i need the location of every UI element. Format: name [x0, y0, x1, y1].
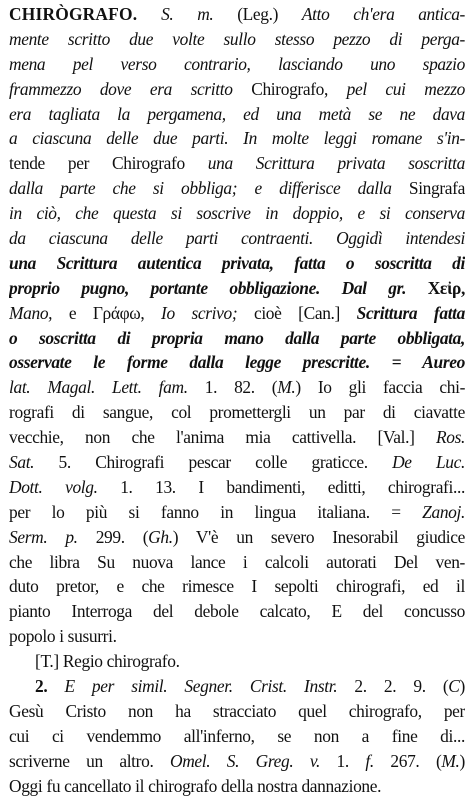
- text-segment: Gh.: [148, 526, 173, 547]
- text-line: [9, 126, 465, 151]
- text-segment: scriverne un altro.: [9, 750, 170, 771]
- text-segment: 1. 82. (: [204, 377, 278, 398]
- text-segment: da ciascuna delle parti contraenti. Oggidì intendesi: [9, 228, 465, 249]
- text-segment: pianto Interroga del debole calcato, E del concusso: [9, 601, 465, 622]
- text-segment: Chirografo: [112, 153, 208, 174]
- text-line: [9, 724, 465, 749]
- text-segment: tende per: [9, 153, 113, 174]
- text-segment: Dott. volg.: [9, 476, 121, 497]
- text-segment: 1.: [336, 750, 366, 771]
- text-line: [9, 624, 465, 649]
- text-line: [9, 52, 465, 77]
- text-segment: Serm. p.: [9, 526, 96, 547]
- text-segment: Singrafa: [408, 178, 465, 199]
- text-line: [9, 102, 465, 127]
- text-segment: dalla parte che si obbliga; e differisce dalla: [9, 178, 409, 199]
- text-segment: cui ci vendemmo all'inferno, se non a fine di...: [9, 725, 465, 746]
- text-segment: [T.] Regio chirografo.: [35, 651, 180, 672]
- text-line: [9, 350, 465, 375]
- text-segment: cioè [Can.]: [253, 302, 357, 323]
- text-line: [9, 649, 465, 674]
- text-segment: una Scrittura autentica privata, fatta o soscritta di: [9, 252, 465, 273]
- text-segment: 267. (: [390, 750, 442, 771]
- text-line: [9, 599, 465, 624]
- text-line: [9, 500, 465, 525]
- text-line: [9, 176, 465, 201]
- text-line: [9, 375, 465, 400]
- text-segment: frammezzo dove era scritto: [9, 78, 252, 99]
- text-line: [9, 425, 465, 450]
- text-segment: 299. (: [95, 526, 149, 547]
- text-segment: Scrittura fatta: [356, 302, 465, 323]
- text-segment: mena pel verso contrario, lasciando uno spazio: [9, 53, 465, 74]
- text-line: [9, 201, 465, 226]
- text-line: [9, 77, 465, 102]
- text-segment: Sat.: [9, 452, 59, 473]
- text-line: [9, 450, 465, 475]
- text-line: [9, 226, 465, 251]
- text-line: [9, 699, 465, 724]
- text-segment: Γράφω,: [92, 302, 162, 323]
- dictionary-entry-chirografo: [9, 2, 465, 799]
- text-segment: Zanoj.: [422, 501, 465, 522]
- text-line: [9, 301, 465, 326]
- text-segment: M.: [277, 377, 296, 398]
- text-segment: a ciascuna delle due parti. In molte leggi romane s'in-: [9, 128, 465, 149]
- text-line: [9, 525, 465, 550]
- text-segment: Ros.: [435, 427, 465, 448]
- text-segment: che libra Su nuova lance i calcoli autorati Del ven-: [9, 551, 465, 572]
- text-segment: ): [459, 750, 465, 771]
- text-segment: era tagliata la pergamena, ed una metà se ne dava: [9, 103, 465, 124]
- text-segment: una Scrittura privata soscritta: [207, 153, 465, 174]
- text-line: [9, 774, 465, 799]
- text-segment: De Luc.: [392, 452, 465, 473]
- text-segment: 1. 13. I bandimenti, editti, chirografi...: [120, 476, 465, 497]
- text-segment: f.: [365, 750, 391, 771]
- text-line: [9, 674, 465, 699]
- text-segment: o soscritta di propria mano dalla parte obbligata,: [9, 327, 465, 348]
- text-line: [9, 251, 465, 276]
- text-segment: CHIRÒGRAFO.: [9, 4, 138, 24]
- text-segment: Gesù Cristo non ha stracciato quel chirografo, per: [9, 700, 465, 721]
- text-segment: pel cui mezzo: [346, 78, 465, 99]
- text-segment: Io scrivo;: [161, 302, 254, 323]
- text-line: [9, 550, 465, 575]
- text-segment: ) Io gli faccia chi-: [295, 377, 465, 398]
- text-segment: ): [459, 676, 465, 697]
- text-segment: duto pretor, e che rimesce I sepolti chirografi, ed il: [9, 576, 465, 597]
- text-line: [9, 27, 465, 52]
- text-segment: Oggi fu cancellato il chirografo della nostra dannazione.: [9, 775, 382, 796]
- text-segment: Omel. S. Greg. v.: [169, 750, 337, 771]
- text-segment: Mano,: [9, 302, 69, 323]
- text-segment: rografi di sangue, col promettergli un par di ciavatte: [9, 402, 465, 423]
- text-segment: proprio pugno, portante obbligazione. Dal gr.: [9, 277, 428, 298]
- text-segment: 2. 2. 9. (: [354, 676, 449, 697]
- text-line: [9, 2, 465, 27]
- text-segment: C: [448, 676, 460, 697]
- text-segment: mente scritto due volte sullo stesso pezzo di perga-: [9, 28, 465, 49]
- text-line: [9, 326, 465, 351]
- text-segment: Atto ch'era antica-: [301, 4, 465, 24]
- text-segment: in ciò, che questa si soscrive in doppio, e si conserva: [9, 203, 465, 224]
- text-segment: ) V'è un severo Inesorabil giudice: [172, 526, 465, 547]
- text-segment: Chirografo,: [251, 78, 347, 99]
- text-line: [9, 276, 465, 301]
- text-segment: lat. Magal. Lett. fam.: [9, 377, 205, 398]
- text-segment: osservate le forme dalla legge prescritte. = Aureo: [9, 352, 465, 373]
- text-segment: popolo i susurri.: [9, 626, 117, 647]
- text-segment: S. m.: [137, 4, 238, 24]
- text-segment: M.: [441, 750, 460, 771]
- text-line: [9, 749, 465, 774]
- text-line: [9, 400, 465, 425]
- text-segment: e: [68, 302, 93, 323]
- text-line: [9, 574, 465, 599]
- text-segment: per lo più si fanno in lingua italiana. =: [9, 501, 423, 522]
- text-segment: E per simil. Segner. Crist. Instr.: [64, 676, 355, 697]
- text-segment: vecchie, non che l'anima mia cattivella. [Val.]: [9, 427, 436, 448]
- text-segment: 2.: [35, 676, 65, 697]
- text-line: [9, 151, 465, 176]
- text-segment: 5. Chirografi pescar colle graticce.: [58, 452, 393, 473]
- text-segment: Χεἰρ,: [427, 277, 465, 298]
- text-line: [9, 475, 465, 500]
- text-segment: (Leg.): [237, 4, 302, 24]
